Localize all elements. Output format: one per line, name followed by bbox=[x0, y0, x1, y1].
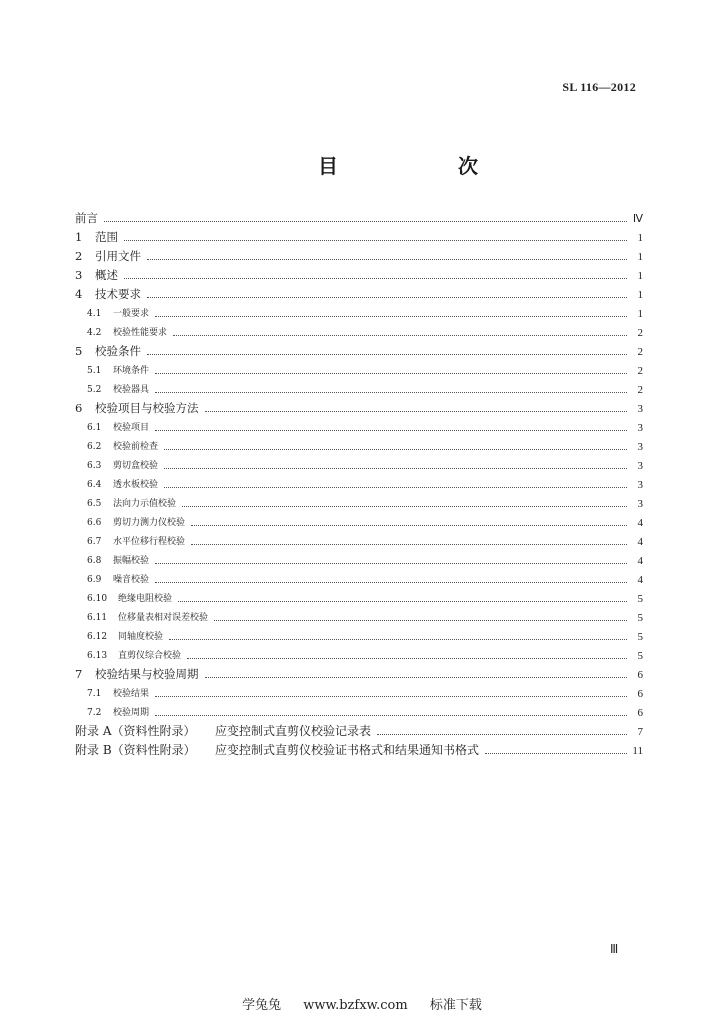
toc-entry-title: 环境条件 bbox=[113, 366, 150, 377]
toc-entry-number: 6.1 bbox=[87, 423, 102, 434]
leader-dots bbox=[124, 240, 627, 241]
leader-dots bbox=[377, 734, 627, 735]
toc-entry-title: 校验结果 bbox=[113, 689, 150, 700]
leader-dots bbox=[178, 601, 627, 602]
toc-entry-number: 7 bbox=[75, 667, 83, 682]
leader-dots bbox=[205, 411, 628, 412]
toc-entry-number: 4.2 bbox=[87, 328, 102, 339]
toc-entry-title: 概述 bbox=[95, 268, 118, 283]
toc-entry-number: 5.1 bbox=[87, 366, 102, 377]
leader-dots bbox=[147, 297, 627, 298]
toc-entry[interactable] bbox=[75, 377, 643, 396]
toc-entry-page: 1 bbox=[637, 250, 643, 263]
footer-brand: 学兔兔 bbox=[242, 998, 282, 1013]
toc-entry-number: 6.12 bbox=[87, 632, 108, 643]
toc-entry[interactable] bbox=[75, 206, 643, 225]
toc-entry[interactable] bbox=[75, 434, 643, 453]
toc-entry-title: 校验性能要求 bbox=[113, 328, 168, 339]
toc-entry-page: Ⅳ bbox=[632, 212, 643, 225]
leader-dots bbox=[155, 696, 627, 697]
toc-entry-number: 6.9 bbox=[87, 575, 102, 586]
toc-entry-title: 校验结果与校验周期 bbox=[95, 667, 199, 682]
leader-dots bbox=[104, 221, 627, 222]
toc-entry[interactable] bbox=[75, 662, 643, 681]
leader-dots bbox=[155, 715, 627, 716]
toc-entry[interactable] bbox=[75, 586, 643, 605]
toc-entry-title: 校验条件 bbox=[95, 344, 141, 359]
toc-entry-page: 2 bbox=[637, 345, 643, 358]
toc-entry-title: 透水板校验 bbox=[113, 480, 159, 491]
toc-entry[interactable] bbox=[75, 453, 643, 472]
toc-entry-number: 4.1 bbox=[87, 309, 102, 320]
leader-dots bbox=[164, 487, 627, 488]
toc-entry-page: 1 bbox=[637, 288, 643, 301]
toc-entry-title: 绝缘电阻校验 bbox=[118, 594, 173, 605]
toc-entry[interactable] bbox=[75, 681, 643, 700]
toc-entry-page: 2 bbox=[637, 383, 643, 396]
appendix-page: 11 bbox=[632, 744, 643, 757]
toc-entry-number: 5.2 bbox=[87, 385, 102, 396]
toc-entry-page: 4 bbox=[637, 554, 643, 567]
leader-dots bbox=[485, 753, 627, 754]
toc-entry-title: 剪切力测力仪校验 bbox=[113, 518, 186, 529]
toc-entry-number: 6.6 bbox=[87, 518, 102, 529]
leader-dots bbox=[191, 525, 627, 526]
standard-code: SL 116—2012 bbox=[562, 80, 636, 94]
footer-tagline: 标准下载 bbox=[429, 998, 482, 1013]
leader-dots bbox=[155, 582, 627, 583]
toc-entry[interactable] bbox=[75, 244, 643, 263]
toc-entry-title: 振幅校验 bbox=[113, 556, 150, 567]
toc-entry-number: 6.3 bbox=[87, 461, 102, 472]
toc-entry-title: 前言 bbox=[75, 211, 98, 226]
toc-entry[interactable] bbox=[75, 643, 643, 662]
leader-dots bbox=[124, 278, 627, 279]
toc-entry[interactable] bbox=[75, 548, 643, 567]
toc-entry-title: 引用文件 bbox=[95, 249, 141, 264]
toc-entry-page: 6 bbox=[637, 687, 643, 700]
toc-entry-page: 4 bbox=[637, 573, 643, 586]
toc-entry-title: 范围 bbox=[95, 230, 118, 245]
toc-entry-number: 4 bbox=[75, 287, 83, 302]
toc-entry-title: 直剪仪综合校验 bbox=[118, 651, 182, 662]
toc-entry-page: 3 bbox=[637, 421, 643, 434]
leader-dots bbox=[191, 544, 627, 545]
toc-entry-number: 6.13 bbox=[87, 651, 108, 662]
toc-entry-number: 6.5 bbox=[87, 499, 102, 510]
leader-dots bbox=[214, 620, 627, 621]
toc-entry-number: 1 bbox=[75, 230, 83, 245]
toc-entry-number: 7.1 bbox=[87, 689, 102, 700]
toc-entry-title: 一般要求 bbox=[113, 309, 150, 320]
footer-url[interactable]: www.bzfxw.com bbox=[303, 998, 408, 1013]
toc-entry-number: 6.10 bbox=[87, 594, 108, 605]
toc-entry-page: 1 bbox=[637, 269, 643, 282]
toc-entry-number: 6.8 bbox=[87, 556, 102, 567]
leader-dots bbox=[155, 392, 627, 393]
toc-entry-number: 3 bbox=[75, 268, 83, 283]
toc-entry-title: 校验项目 bbox=[113, 423, 150, 434]
leader-dots bbox=[169, 639, 627, 640]
toc-entry[interactable] bbox=[75, 510, 643, 529]
toc-entry-page: 1 bbox=[637, 307, 643, 320]
toc-entry-page: 5 bbox=[637, 592, 643, 605]
leader-dots bbox=[164, 468, 627, 469]
appendix-title: 应变控制式直剪仪校验证书格式和结果通知书格式 bbox=[215, 742, 480, 757]
toc-entry-number: 7.2 bbox=[87, 708, 102, 719]
toc-entry[interactable] bbox=[75, 624, 643, 643]
toc-entry-page: 3 bbox=[637, 497, 643, 510]
table-of-contents bbox=[75, 206, 643, 757]
toc-entry[interactable] bbox=[75, 415, 643, 434]
leader-dots bbox=[155, 430, 627, 431]
toc-entry[interactable] bbox=[75, 605, 643, 624]
leader-dots bbox=[155, 563, 627, 564]
leader-dots bbox=[155, 373, 627, 374]
toc-entry-page: 4 bbox=[637, 535, 643, 548]
toc-entry[interactable] bbox=[75, 225, 643, 244]
toc-entry-title: 技术要求 bbox=[95, 287, 141, 302]
toc-entry-title: 同轴度校验 bbox=[118, 632, 164, 643]
toc-entry-page: 6 bbox=[637, 706, 643, 719]
toc-entry[interactable] bbox=[75, 320, 643, 339]
toc-entry-title: 噪音校验 bbox=[113, 575, 150, 586]
toc-entry-page: 3 bbox=[637, 402, 643, 415]
toc-entry-page: 1 bbox=[637, 231, 643, 244]
toc-entry-number: 6.11 bbox=[87, 613, 108, 624]
toc-entry[interactable] bbox=[75, 472, 643, 491]
leader-dots bbox=[147, 259, 627, 260]
toc-entry-page: 3 bbox=[637, 440, 643, 453]
toc-entry-page: 6 bbox=[637, 668, 643, 681]
leader-dots bbox=[173, 335, 627, 336]
toc-entry-title: 校验前检查 bbox=[113, 442, 159, 453]
toc-entry-number: 6 bbox=[75, 401, 83, 416]
toc-entry-number: 5 bbox=[75, 344, 83, 359]
toc-entry[interactable] bbox=[75, 491, 643, 510]
toc-entry-title: 剪切盒校验 bbox=[113, 461, 159, 472]
toc-entry-title: 校验项目与校验方法 bbox=[95, 401, 199, 416]
toc-entry-page: 3 bbox=[637, 478, 643, 491]
toc-entry[interactable] bbox=[75, 396, 643, 415]
toc-entry-title: 校验器具 bbox=[113, 385, 150, 396]
toc-appendix-entry[interactable] bbox=[75, 719, 643, 738]
toc-entry[interactable] bbox=[75, 282, 643, 301]
toc-entry[interactable] bbox=[75, 700, 643, 719]
leader-dots bbox=[147, 354, 627, 355]
toc-entry-page: 5 bbox=[637, 630, 643, 643]
toc-entry-page: 5 bbox=[637, 611, 643, 624]
toc-entry[interactable] bbox=[75, 529, 643, 548]
toc-entry[interactable] bbox=[75, 263, 643, 282]
appendix-code: 附录 B（资料性附录） bbox=[75, 742, 196, 757]
appendix-code: 附录 A（资料性附录） bbox=[75, 723, 196, 738]
toc-entry-title: 校验周期 bbox=[113, 708, 150, 719]
toc-entry[interactable] bbox=[75, 339, 643, 358]
toc-entry-title: 水平位移行程校验 bbox=[113, 537, 186, 548]
toc-title: 目 次 bbox=[318, 154, 528, 178]
leader-dots bbox=[182, 506, 627, 507]
toc-entry-title: 法向力示值校验 bbox=[113, 499, 177, 510]
toc-entry-page: 3 bbox=[637, 459, 643, 472]
toc-entry-number: 6.2 bbox=[87, 442, 102, 453]
toc-entry-number: 6.4 bbox=[87, 480, 102, 491]
toc-entry-number: 6.7 bbox=[87, 537, 102, 548]
toc-entry-title: 位移量表相对误差校验 bbox=[118, 613, 209, 624]
leader-dots bbox=[205, 677, 628, 678]
leader-dots bbox=[155, 316, 627, 317]
leader-dots bbox=[187, 658, 627, 659]
toc-entry[interactable] bbox=[75, 301, 643, 320]
appendix-title: 应变控制式直剪仪校验记录表 bbox=[215, 723, 372, 738]
toc-appendix-entry[interactable] bbox=[75, 738, 643, 757]
toc-entry-page: 5 bbox=[637, 649, 643, 662]
toc-entry-page: 2 bbox=[637, 326, 643, 339]
toc-entry-page: 2 bbox=[637, 364, 643, 377]
footer bbox=[0, 994, 724, 1013]
appendix-page: 7 bbox=[637, 725, 643, 738]
toc-entry-number: 2 bbox=[75, 249, 83, 264]
leader-dots bbox=[164, 449, 627, 450]
toc-entry-page: 4 bbox=[637, 516, 643, 529]
page-number: Ⅲ bbox=[610, 942, 619, 956]
toc-entry[interactable] bbox=[75, 358, 643, 377]
toc-entry[interactable] bbox=[75, 567, 643, 586]
